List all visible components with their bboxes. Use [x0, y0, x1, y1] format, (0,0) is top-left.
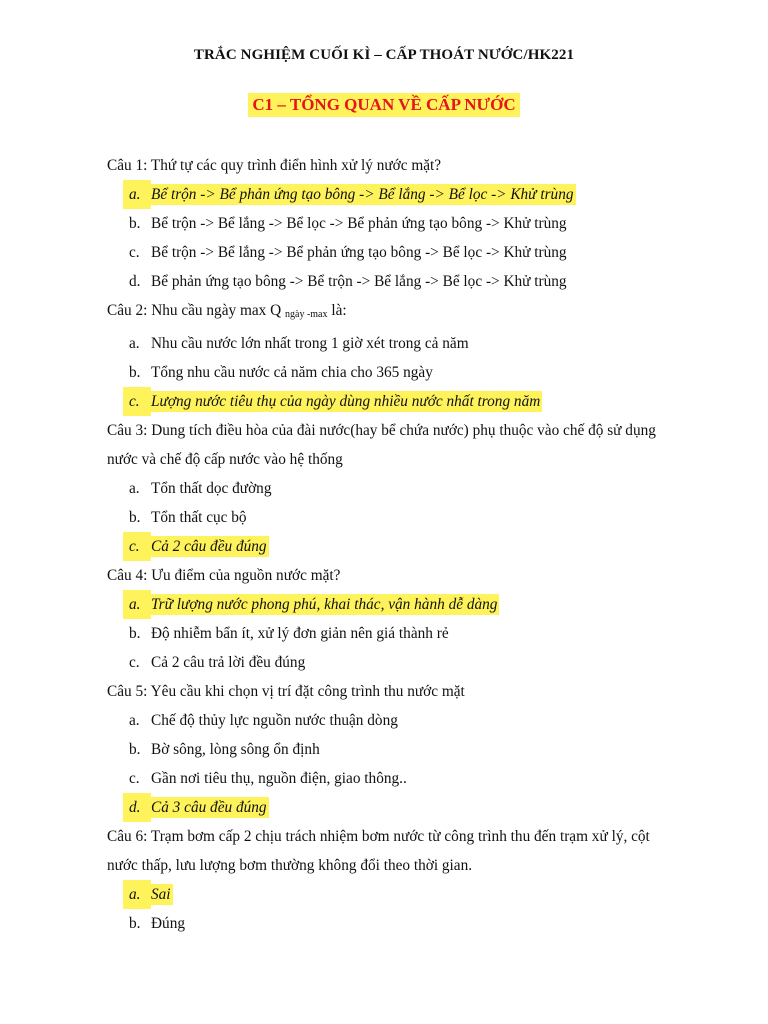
option-letter: c. [129, 244, 140, 261]
option-c [107, 238, 707, 267]
option-text: Gần nơi tiêu thụ, nguồn điện, giao thông.. [151, 770, 407, 787]
question-text-line-1: Câu 3: Dung tích điều hòa của đài nước(hay bể chứa nước) phụ thuộc vào chế độ sử dụng [107, 422, 656, 439]
question-4 [107, 561, 707, 677]
question-text-line-2: nước thấp, lưu lượng bơm thường không đổi theo thời gian. [107, 857, 473, 874]
option-letter: d. [123, 793, 151, 822]
option-c [107, 387, 707, 416]
option-letter: b. [129, 509, 141, 526]
question-text-line-1: Câu 6: Trạm bơm cấp 2 chịu trách nhiệm bơm nước từ công trình thu đến trạm xử lý, cột [107, 828, 650, 845]
chapter-heading [0, 93, 768, 117]
option-letter: b. [129, 215, 141, 232]
option-a [107, 180, 707, 209]
question-2 [107, 296, 707, 416]
question-text-line-2: nước và chế độ cấp nước vào hệ thống [107, 451, 343, 468]
options-list [107, 180, 707, 296]
question-subscript: ngày -max [285, 309, 328, 320]
option-a [107, 880, 707, 909]
question-1 [107, 151, 707, 296]
option-letter: b. [129, 915, 141, 932]
option-a [107, 474, 707, 503]
quiz-content [107, 151, 707, 938]
option-text: Đúng [151, 915, 185, 932]
option-text: Cả 2 câu đều đúng [151, 538, 267, 555]
option-text: Bể trộn -> Bể phản ứng tạo bông -> Bể lắng -> Bể lọc -> Khử trùng [151, 186, 574, 203]
option-letter: a. [123, 180, 151, 209]
option-text: Sai [151, 886, 171, 903]
option-a [107, 706, 707, 735]
option-a [107, 329, 707, 358]
document-title: TRẮC NGHIỆM CUỐI KÌ – CẤP THOÁT NƯỚC/HK221 [193, 47, 575, 63]
options-list [107, 474, 707, 561]
option-letter: b. [129, 625, 141, 642]
option-letter: c. [123, 532, 151, 561]
option-letter: c. [129, 654, 140, 671]
question-6 [107, 822, 707, 938]
options-list [107, 706, 707, 822]
options-list [107, 880, 707, 938]
option-text: Trữ lượng nước phong phú, khai thác, vận hành dễ dàng [151, 596, 498, 613]
option-letter: a. [129, 480, 140, 497]
option-b [107, 909, 707, 938]
option-letter: a. [129, 712, 140, 729]
option-text: Bể trộn -> Bể lắng -> Bể lọc -> Bể phản ứng tạo bông -> Khử trùng [151, 215, 567, 232]
option-text: Nhu cầu nước lớn nhất trong 1 giờ xét trong cả năm [151, 335, 469, 352]
option-d [107, 267, 707, 296]
option-letter: a. [129, 335, 140, 352]
option-letter: b. [129, 364, 141, 381]
option-b [107, 619, 707, 648]
question-text: Câu 4: Ưu điểm của nguồn nước mặt? [107, 567, 341, 584]
option-c [107, 764, 707, 793]
option-text: Bể phản ứng tạo bông -> Bể trộn -> Bể lắng -> Bể lọc -> Khử trùng [151, 273, 567, 290]
option-letter: b. [129, 741, 141, 758]
option-b [107, 735, 707, 764]
question-5 [107, 677, 707, 822]
option-text: Bờ sông, lòng sông ổn định [151, 741, 320, 758]
option-text: Chế độ thủy lực nguồn nước thuận dòng [151, 712, 398, 729]
question-text [107, 296, 707, 329]
option-text: Cả 2 câu trả lời đều đúng [151, 654, 306, 671]
option-text: Tổn thất dọc đường [151, 480, 272, 497]
option-d [107, 793, 707, 822]
options-list [107, 590, 707, 677]
chapter-title-highlight: C1 – TỔNG QUAN VỀ CẤP NƯỚC [248, 93, 519, 117]
option-text: Cả 3 câu đều đúng [151, 799, 267, 816]
option-text: Bể trộn -> Bể lắng -> Bể phản ứng tạo bông -> Bể lọc -> Khử trùng [151, 244, 567, 261]
option-letter: a. [123, 880, 151, 909]
question-text-end: là: [327, 302, 347, 319]
question-text: Câu 5: Yêu cầu khi chọn vị trí đặt công trình thu nước mặt [107, 683, 465, 700]
option-letter: c. [129, 770, 140, 787]
option-c [107, 532, 707, 561]
question-text-main: Câu 2: Nhu cầu ngày max Q [107, 302, 285, 319]
option-b [107, 358, 707, 387]
option-letter: c. [123, 387, 151, 416]
option-b [107, 503, 707, 532]
option-c [107, 648, 707, 677]
option-a [107, 590, 707, 619]
option-text: Tổng nhu cầu nước cả năm chia cho 365 ngày [151, 364, 433, 381]
option-letter: d. [129, 273, 141, 290]
options-list [107, 329, 707, 416]
option-letter: a. [123, 590, 151, 619]
question-3 [107, 416, 707, 561]
option-text: Tổn thất cục bộ [151, 509, 247, 526]
question-text: Câu 1: Thứ tự các quy trình điển hình xử lý nước mặt? [107, 157, 442, 174]
option-text: Lượng nước tiêu thụ của ngày dùng nhiều nước nhất trong năm [151, 393, 541, 410]
option-b [107, 209, 707, 238]
option-text: Độ nhiễm bẩn ít, xử lý đơn giản nên giá thành rẻ [151, 625, 449, 642]
